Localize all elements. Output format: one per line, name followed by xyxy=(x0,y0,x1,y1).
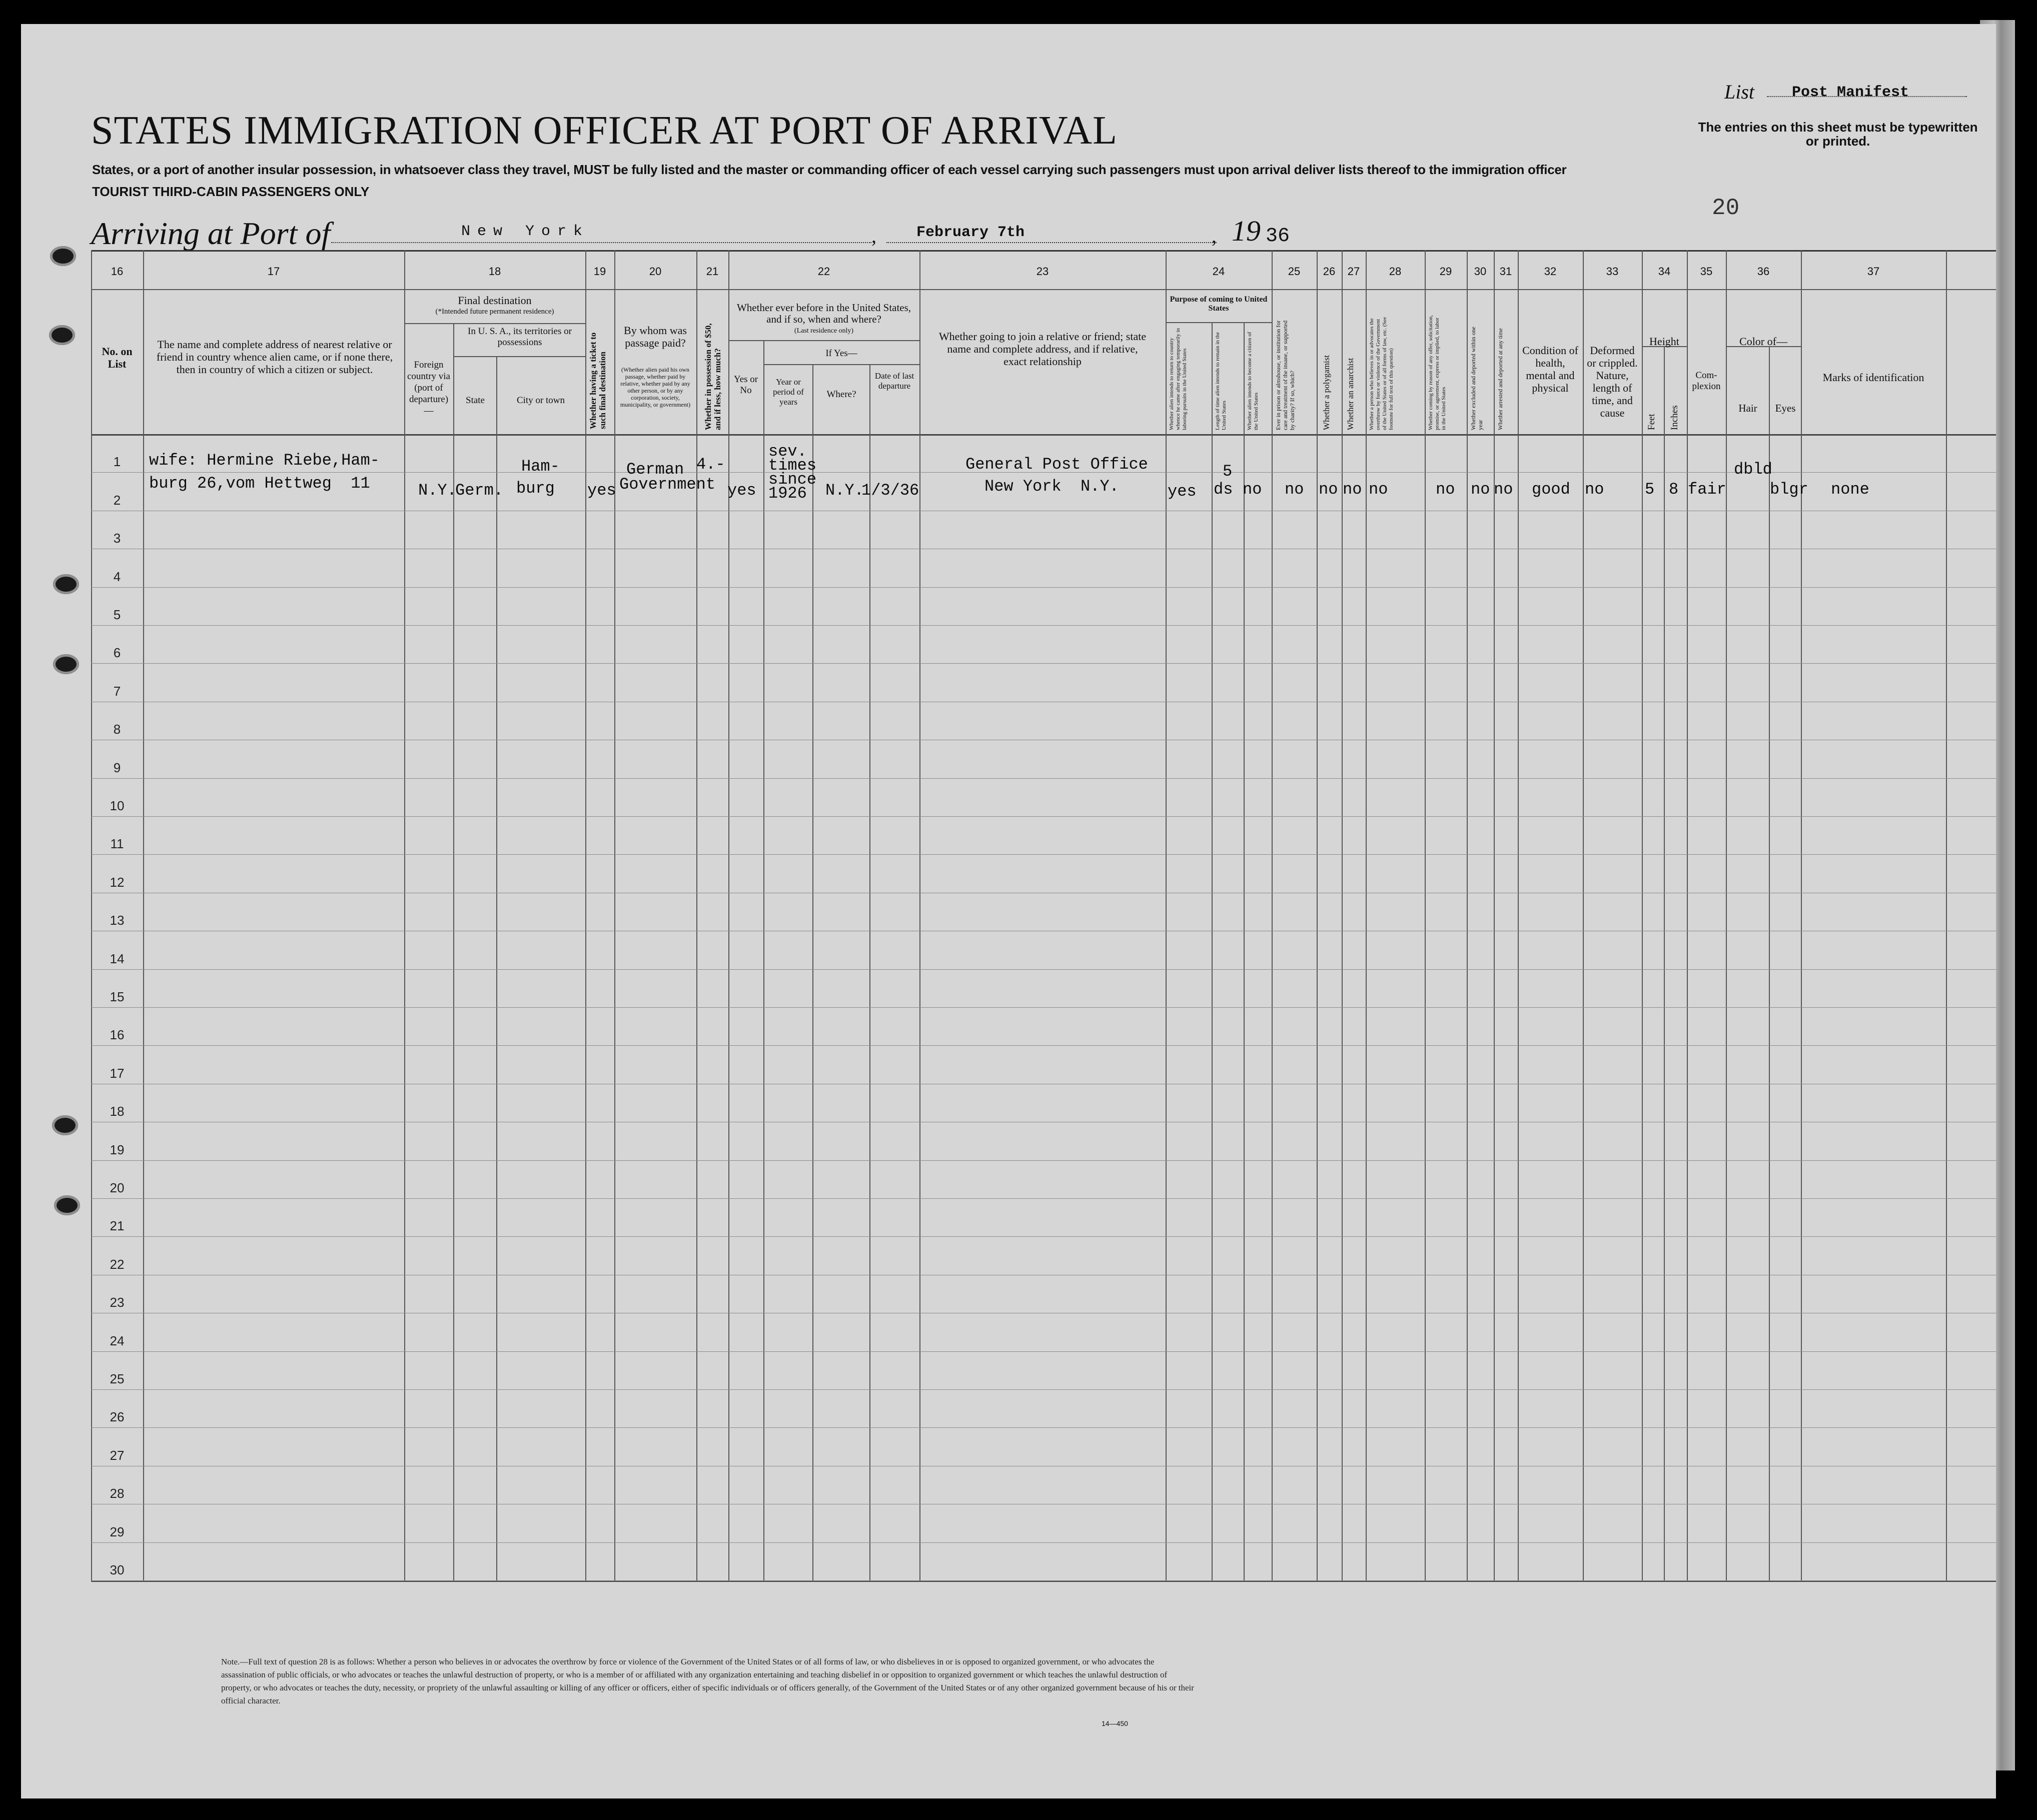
row-rule xyxy=(91,778,1996,779)
column-number: 31 xyxy=(1499,265,1512,278)
typewritten-note: The entries on this sheet must be typewritten or printed. xyxy=(1698,120,1978,149)
entry-joining-line1: General Post Office xyxy=(965,455,1148,474)
header-in-usa: In U. S. A., its territories or possessions xyxy=(468,326,572,348)
row-rule xyxy=(91,625,1996,626)
row-number: 25 xyxy=(110,1371,125,1386)
row-number: 17 xyxy=(110,1065,125,1081)
punch-hole xyxy=(49,325,75,345)
row-number: 20 xyxy=(110,1180,125,1195)
header-q31: Whether arrested and deported at any time xyxy=(1497,328,1504,430)
header-health: Condition of health, mental and physical xyxy=(1522,344,1578,394)
header-passage-paid: By whom was passage paid? xyxy=(624,324,687,349)
header-height: Height xyxy=(1649,335,1679,348)
header-eyes: Eyes xyxy=(1775,402,1796,414)
col-rule xyxy=(143,250,144,1580)
column-number: 32 xyxy=(1544,265,1557,278)
row-number: 30 xyxy=(110,1562,125,1577)
punch-hole xyxy=(53,654,79,674)
col-rule xyxy=(1518,250,1519,1580)
entry-purpose-a: yes xyxy=(1168,482,1197,501)
col-rule xyxy=(696,250,697,1580)
column-number: 37 xyxy=(1867,265,1880,278)
row-rule xyxy=(91,1542,1996,1543)
year-prefix: 19 xyxy=(1232,215,1261,247)
header-final-destination-note: (*Intended future permanent residence) xyxy=(435,308,554,316)
entry-inches: 8 xyxy=(1669,480,1679,499)
column-number: 28 xyxy=(1389,265,1402,278)
punch-hole xyxy=(52,1115,78,1135)
header-anarchist: Whether an anarchist xyxy=(1346,358,1355,430)
entry-years-line4: 1926 xyxy=(768,484,807,503)
entry-feet: 5 xyxy=(1645,480,1655,499)
entry-hair: dbld xyxy=(1734,460,1772,479)
col-rule xyxy=(1642,250,1643,1580)
row-rule xyxy=(91,1007,1996,1008)
column-number: 33 xyxy=(1606,265,1619,278)
column-number: 24 xyxy=(1212,265,1225,278)
row-number: 4 xyxy=(113,569,121,584)
column-number: 25 xyxy=(1288,265,1301,278)
row-rule xyxy=(91,1160,1996,1161)
punch-hole xyxy=(54,1195,80,1215)
col-rule xyxy=(1366,250,1367,1580)
column-number: 16 xyxy=(111,265,124,278)
manifest-subtitle: States, or a port of another insular possession, in whatsoever class they travel, MUST be fully listed and the master or commanding officer of each vessel carrying such passengers must upon arrival deliver lists thereof to the immigration officer xyxy=(92,162,1567,177)
date-underline xyxy=(886,242,1217,243)
entry-money: 4.- xyxy=(696,455,725,474)
row-number: 11 xyxy=(110,836,124,852)
col-rule xyxy=(1726,250,1727,1580)
year-suffix: 36 xyxy=(1266,225,1290,248)
port-underline xyxy=(331,242,871,243)
header-passage-paid-note: (Whether alien paid his own passage, whether paid by relative, whether paid by any other person, or by any corporation, society, municipality, or government) xyxy=(620,366,691,408)
entry-anarchist: no xyxy=(1343,480,1362,499)
col-rule xyxy=(1425,250,1426,1580)
column-number: 17 xyxy=(267,265,280,278)
row-rule xyxy=(91,816,1996,817)
row-number: 14 xyxy=(110,951,125,966)
usa-rule xyxy=(453,356,585,357)
col-rule xyxy=(453,323,454,1580)
entry-q28: no xyxy=(1369,480,1388,499)
header-q29: Whether coming by reason of any offer, solicitation, promise, or agreement, express or implied, to labor in the United States xyxy=(1428,315,1447,430)
sheet-number: 20 xyxy=(1712,195,1740,221)
entry-city-line2: burg xyxy=(516,479,555,498)
entry-prison: no xyxy=(1285,480,1304,499)
comma-2: , xyxy=(1212,225,1217,247)
header-final-destination: Final destination xyxy=(458,294,532,307)
col-rule xyxy=(1494,250,1495,1580)
arriving-label: Arriving at Port of xyxy=(91,216,331,251)
header-purpose-c: Whether alien intends to become a citizen of the United States xyxy=(1247,332,1259,430)
header-city: City or town xyxy=(516,395,565,406)
entry-before: yes xyxy=(727,481,756,500)
row-rule xyxy=(91,969,1996,970)
entry-ticket: yes xyxy=(587,481,616,500)
entry-city-line1: Ham- xyxy=(521,457,560,476)
before-in-us-rule xyxy=(728,340,919,341)
entry-foreign-country: N.Y. xyxy=(418,481,457,500)
header-deformed: Deformed or crippled. Nature, length of time, and cause xyxy=(1587,344,1638,419)
entry-purpose-c: no xyxy=(1243,480,1262,499)
entry-where: N.Y. xyxy=(825,481,864,500)
header-no-on-list: No. on List xyxy=(102,345,133,370)
footnote: Note.—Full text of question 28 is as follows: Whether a person who believes in or advocates the overthrow by force or violence of the Government of the United States or of all forms of law, or who disbelieves in or is opposed to organized government, or who advocates the assassination of public officials, or who advocates or teaches the unlawful destruction of property, or who is a member of or affiliated with any organization entertaining and teaching disbelief in or opposition to organized government or which teaches the unlawful destruction of property, or who advocates or teaches the duty, necessity, or propriety of the unlawful assaulting or killing of any officer or officers, either of specific individuals or of officers generally, of the Government of the United States or of any other organized government because of his or their official character. xyxy=(221,1657,1194,1705)
header-where: Where? xyxy=(826,389,856,400)
row-number: 27 xyxy=(110,1447,125,1463)
col-rule xyxy=(728,250,729,1580)
header-before-in-us: Whether ever before in the United States, and if so, when and where? xyxy=(736,302,911,325)
header-year-period: Year or period of years xyxy=(773,377,804,407)
header-yes-no: Yes or No xyxy=(733,374,758,396)
row-number: 6 xyxy=(113,645,121,661)
row-rule xyxy=(91,854,1996,855)
column-number: 26 xyxy=(1323,265,1336,278)
table-top-rule xyxy=(91,250,1996,252)
entry-years-line3: since xyxy=(768,470,817,489)
header-q28: Whether a person who believes in or advocates the overthrow by force or violence of the Government of the United States or of all forms of law, etc. (See footnote for full text of this question) xyxy=(1369,317,1394,430)
entry-departure: 1/3/36 xyxy=(861,481,919,500)
row-rule xyxy=(91,1427,1996,1428)
entry-paid-line2: Government xyxy=(619,475,716,494)
column-number: 19 xyxy=(593,265,606,278)
col-rule xyxy=(1467,250,1468,1580)
entry-eyes: blgr xyxy=(1770,480,1808,499)
row-rule xyxy=(91,1351,1996,1352)
row-number: 29 xyxy=(110,1524,125,1539)
header-foreign-country: Foreign country via (port of departure)— xyxy=(407,360,450,416)
header-hair: Hair xyxy=(1738,402,1757,414)
header-complexion: Com-plexion xyxy=(1692,370,1721,392)
col-rule xyxy=(812,364,813,1580)
entry-q31: no xyxy=(1494,480,1513,499)
column-number: 18 xyxy=(488,265,501,278)
column-number-rule xyxy=(91,289,1996,290)
manifest-title: STATES IMMIGRATION OFFICER AT PORT OF ARRIVAL xyxy=(91,109,1118,153)
entry-state: Germ. xyxy=(455,481,504,500)
row-number: 10 xyxy=(110,798,125,813)
row-number: 26 xyxy=(110,1409,125,1425)
row-rule xyxy=(91,1236,1996,1237)
punch-hole xyxy=(53,574,79,594)
row-number: 9 xyxy=(113,760,121,775)
col-rule xyxy=(1166,250,1167,1580)
row-number: 2 xyxy=(113,492,121,508)
col-rule xyxy=(1664,346,1665,1580)
entry-purpose-b-top: 5 xyxy=(1223,462,1233,481)
final-destination-rule xyxy=(404,323,585,324)
header-prison: Ever in prison or almshouse, or institution for care and treatment of the insane, or supported by charity? If so, which? xyxy=(1275,320,1296,430)
manifest-sheet xyxy=(21,24,1996,1798)
header-inches: Inches xyxy=(1669,405,1680,430)
col-rule xyxy=(919,250,920,1580)
row-number: 16 xyxy=(110,1027,125,1043)
row-rule xyxy=(91,587,1996,588)
row-number: 1 xyxy=(113,454,121,470)
row-rule xyxy=(91,1580,1996,1581)
date-value: February 7th xyxy=(916,224,1025,241)
passenger-class: TOURIST THIRD-CABIN PASSENGERS ONLY xyxy=(92,184,370,199)
col-rule xyxy=(1946,250,1947,1580)
header-if-yes: If Yes— xyxy=(825,348,857,359)
col-rule xyxy=(496,356,497,1580)
header-color-of: Color of— xyxy=(1739,335,1787,348)
header-ticket: Whether having a ticket to such final destination xyxy=(588,332,607,429)
col-rule xyxy=(1342,250,1343,1580)
header-state: State xyxy=(466,395,485,406)
row-rule xyxy=(91,1198,1996,1199)
header-nearest-relative: The name and complete address of nearest relative or friend in country whence alien came, or if none there, then in country of which a citizen or subject. xyxy=(156,338,393,376)
header-purpose-b: Length of time alien intends to remain in the United States xyxy=(1215,332,1227,430)
header-money: Whether in possession of $50, and if less, how much? xyxy=(703,323,722,430)
col-rule xyxy=(1583,250,1584,1580)
entry-complexion: fair xyxy=(1688,480,1726,499)
header-purpose: Purpose of coming to United States xyxy=(1170,295,1268,313)
entry-marks: none xyxy=(1831,480,1869,499)
column-number: 21 xyxy=(706,265,719,278)
row-rule xyxy=(91,1389,1996,1390)
header-feet: Feet xyxy=(1646,414,1657,430)
col-rule xyxy=(1687,250,1688,1580)
header-joining-relative: Whether going to join a relative or friend; state name and complete address, and if relative, exact relationship xyxy=(938,330,1147,368)
column-number: 35 xyxy=(1700,265,1713,278)
row-number: 8 xyxy=(113,722,121,737)
column-number: 29 xyxy=(1439,265,1452,278)
col-rule xyxy=(1769,346,1770,1580)
port-value: New York xyxy=(461,223,590,240)
row-number: 3 xyxy=(113,531,121,546)
column-number: 20 xyxy=(649,265,662,278)
row-number: 15 xyxy=(110,989,125,1004)
row-rule xyxy=(91,1045,1996,1046)
punch-hole xyxy=(50,246,76,266)
row-number: 21 xyxy=(110,1218,125,1234)
row-number: 13 xyxy=(110,913,125,928)
row-number: 28 xyxy=(110,1486,125,1501)
form-number: 14—450 xyxy=(1102,1719,1128,1727)
if-yes-rule xyxy=(763,364,919,365)
entry-paid-line1: German xyxy=(626,460,684,479)
header-polygamist: Whether a polygamist xyxy=(1322,355,1331,430)
column-number: 34 xyxy=(1658,265,1671,278)
row-number: 12 xyxy=(110,874,125,890)
entry-years-line2: times xyxy=(768,456,817,475)
entry-deformed: no xyxy=(1585,480,1604,499)
list-value: Post Manifest xyxy=(1792,84,1909,101)
header-q30: Whether excluded and deported within one year xyxy=(1470,327,1484,430)
row-rule xyxy=(91,663,1996,664)
col-rule xyxy=(404,250,405,1580)
entry-q29: no xyxy=(1436,480,1455,499)
row-number: 5 xyxy=(113,607,121,622)
col-rule xyxy=(1272,250,1273,1580)
column-number: 23 xyxy=(1036,265,1049,278)
header-date-departure: Date of last departure xyxy=(874,371,914,391)
col-rule xyxy=(869,364,870,1580)
column-number: 22 xyxy=(817,265,830,278)
col-rule xyxy=(1317,250,1318,1580)
col-rule xyxy=(1801,250,1802,1580)
row-number: 19 xyxy=(110,1142,125,1157)
purpose-rule xyxy=(1166,322,1272,323)
entry-relative-line1: wife: Hermine Riebe,Ham- xyxy=(149,451,380,470)
list-label: List xyxy=(1724,81,1755,103)
column-number: 30 xyxy=(1474,265,1487,278)
header-marks: Marks of identification xyxy=(1822,371,1924,384)
column-number: 36 xyxy=(1757,265,1770,278)
entry-health: good xyxy=(1532,480,1570,499)
col-rule xyxy=(91,250,92,1580)
entry-polygamist: no xyxy=(1319,480,1338,499)
col-rule xyxy=(585,250,586,1580)
row-number: 18 xyxy=(110,1104,125,1119)
col-rule xyxy=(763,340,764,1580)
entry-relative-line2: burg 26,vom Hettweg 11 xyxy=(149,474,370,493)
row-number: 24 xyxy=(110,1333,125,1348)
comma-1: , xyxy=(871,225,876,247)
col-rule xyxy=(614,250,615,1580)
header-purpose-a: Whether alien intends to return to country whence he came after engaging temporarily in laboring pursuits in the United States xyxy=(1169,328,1188,430)
header-last-residence: (Last residence only) xyxy=(794,327,854,335)
column-number: 27 xyxy=(1347,265,1360,278)
entry-q30: no xyxy=(1471,480,1490,499)
header-bottom-rule xyxy=(91,434,1996,436)
entry-years-line1: sev. xyxy=(768,442,807,461)
row-number: 22 xyxy=(110,1256,125,1272)
entry-purpose-b: ds xyxy=(1214,480,1233,499)
entry-joining-line2: New York N.Y. xyxy=(984,477,1119,496)
row-number: 7 xyxy=(113,683,121,699)
row-number: 23 xyxy=(110,1295,125,1310)
